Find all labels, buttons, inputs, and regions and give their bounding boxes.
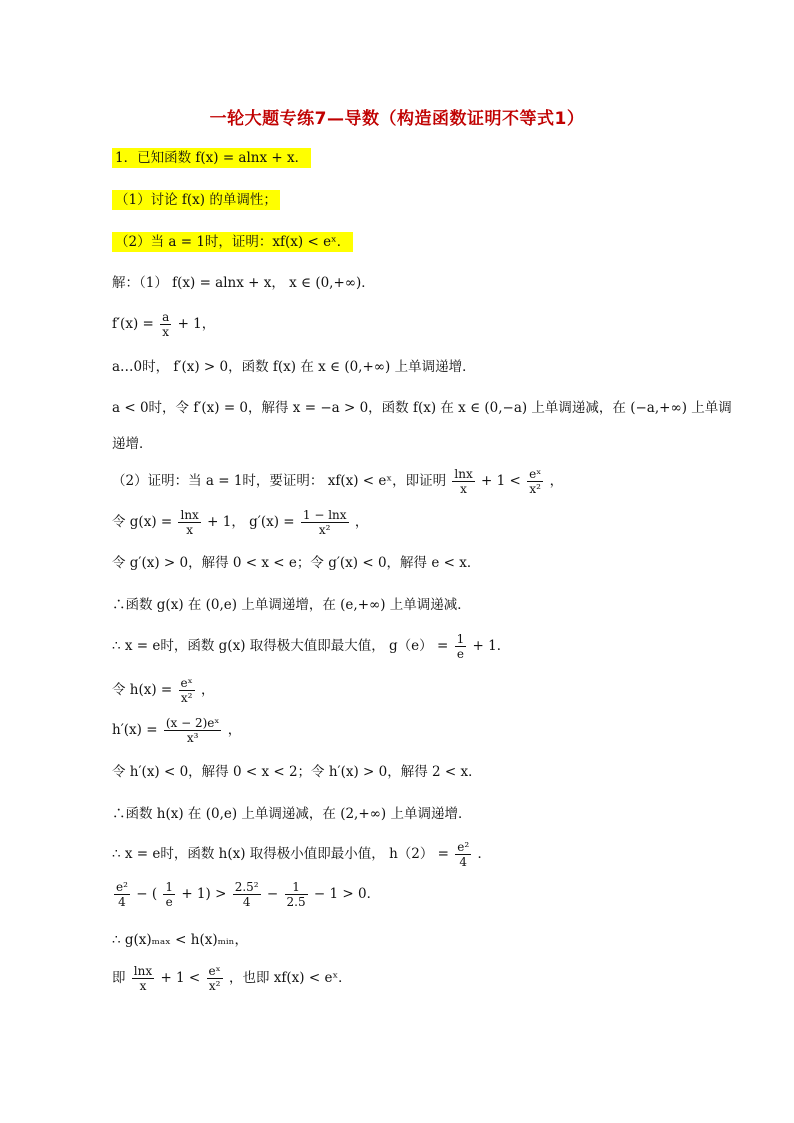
solution-line-4b: 递增． [112,436,153,452]
fraction: $\frac{\ln x}{x}$ [133,964,153,993]
solution-line-8: ∴函数 g(x) 在 (0,e) 上单调递增，在 (e,+∞) 上单调递减． [112,597,471,613]
fraction: $\frac{\text{e²}}{4}$ [116,880,128,909]
fraction: $\frac{1 - \ln x}{\text{x²}}$ [302,508,347,537]
solution-line-15: $\frac{\text{e²}}{4}$ − ( $\frac{1}{e}$ + 1) > $\frac{\text{2.5²}}{4}$ − $\frac{1}{2.5}$ − 1 > 0． [116,880,381,909]
solution-line-6: 令 g(x) = $\frac{\ln x}{x}$ + 1， g′(x) = $\frac{1 - \ln x}{\text{x²}}$ ， [112,508,369,537]
solution-line-5: （2）证明：当 a = 1时，要证明： xf(x) < eˣ，即证明 $\frac{\ln x}{x}$ + 1 < $\frac{\text{eˣ}}{\text{x²}}$ ， [112,467,564,496]
fraction: $\frac{\text{eˣ}}{\text{x²}}$ [529,467,542,496]
fraction: $\frac{1}{e}$ [456,632,465,661]
solution-line-16: ∴ g(x)ₘₐₓ < h(x)ₘᵢₙ， [112,932,248,948]
fraction: $\frac{\text{eˣ}}{\text{x²}}$ [180,676,193,705]
solution-line-4a: a < 0时，令 f′(x) = 0，解得 x = −a > 0，函数 f(x) 在 x ∈ (0,−a) 上单调递减，在 (−a,+∞) 上单调 [112,400,732,416]
fraction: $\frac{1}{2.5}$ [286,880,306,909]
fraction: $\frac{a}{x}$ [162,310,170,339]
solution-line-11: h′(x) = $\frac{\text{(x − 2)eˣ}}{\text{x³}}$ ， [112,716,242,745]
fraction: $\frac{\text{e²}}{4}$ [457,840,470,869]
solution-line-13: ∴函数 h(x) 在 (0,e) 上单调递减，在 (2,+∞) 上单调递增． [112,806,472,822]
problem-part-1: （1）讨论 f(x) 的单调性； [112,190,280,210]
solution-line-17: 即 $\frac{\ln x}{x}$ + 1 < $\frac{\text{eˣ}}{\text{x²}}$ ，也即 xf(x) < eˣ． [112,964,352,993]
solution-line-9: ∴ x = e时，函数 g(x) 取得极大值即最大值， g（e） = $\frac{1}{e}$ + 1． [112,632,511,661]
solution-line-2: f′(x) = $\frac{a}{x}$ + 1， [112,310,216,339]
solution-line-10: 令 h(x) = $\frac{\text{eˣ}}{\text{x²}}$ ， [112,676,215,705]
fraction: $\frac{1}{e}$ [165,880,174,909]
solution-line-3: a…0时， f′(x) > 0，函数 f(x) 在 x ∈ (0,+∞) 上单调递增． [112,359,476,375]
fraction: $\frac{\ln x}{x}$ [454,467,473,496]
solution-line-14: ∴ x = e时，函数 h(x) 取得极小值即最小值， h（2） = $\frac{\text{e²}}{4}$ ． [112,840,491,869]
page-title: 一轮大题专练7—导数（构造函数证明不等式1） [209,109,585,129]
problem-part-2: （2）当 a = 1时，证明：xf(x) < eˣ． [112,232,353,252]
fraction: $\frac{\text{eˣ}}{\text{x²}}$ [208,964,221,993]
fraction: $\frac{\text{(x − 2)eˣ}}{\text{x³}}$ [165,716,220,745]
solution-line-1: 解：（1） f(x) = alnx + x， x ∈ (0,+∞)． [112,275,375,291]
fraction: $\frac{\text{2.5²}}{4}$ [234,880,259,909]
problem-statement: 1．已知函数 f(x) = alnx + x． [112,148,311,168]
solution-line-7: 令 g′(x) > 0，解得 0 < x < e；令 g′(x) < 0，解得 e < x． [112,555,481,571]
solution-line-12: 令 h′(x) < 0，解得 0 < x < 2；令 h′(x) > 0，解得 2 < x． [112,764,482,780]
fraction: $\frac{\ln x}{x}$ [180,508,199,537]
